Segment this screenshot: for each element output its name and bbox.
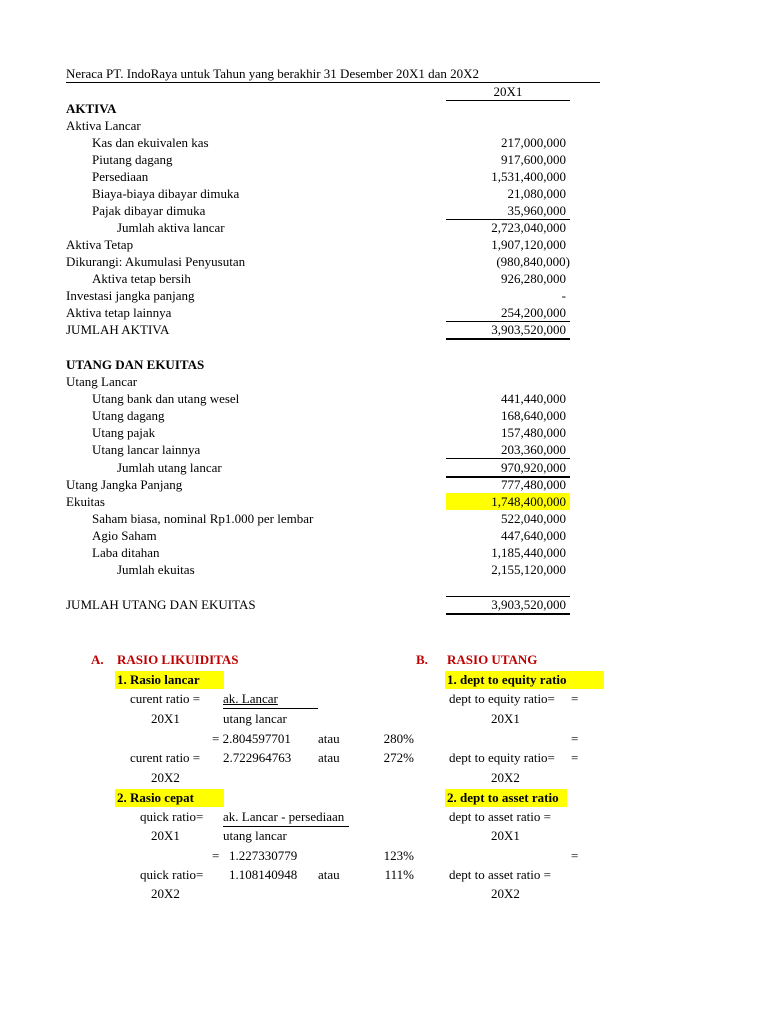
column-header: 20X1 (493, 84, 523, 99)
liability-row-label: Utang bank dan utang wesel (92, 391, 240, 406)
total-liabilities-equity-value: 3,903,520,000 (491, 597, 566, 612)
current-ratio-atau2: atau (318, 750, 340, 765)
debt-asset-label: dept to asset ratio = (449, 809, 551, 824)
liability-row-label: Utang lancar lainnya (92, 442, 201, 457)
current-ratio-numerator: ak. Lancar (223, 691, 278, 706)
current-ratio-year2: 20X2 (151, 770, 180, 785)
quick-ratio-pct2: 111% (384, 867, 414, 882)
quick-ratio-heading: 2. Rasio cepat (115, 789, 224, 807)
quick-ratio-pct1: 123% (383, 848, 414, 863)
asset-row-value: 217,000,000 (501, 135, 566, 150)
quick-ratio-year1: 20X1 (151, 828, 180, 843)
current-ratio-atau1: atau (318, 731, 340, 746)
column-header-underline (446, 100, 570, 101)
asset-row-label: Persediaan (92, 169, 149, 184)
current-ratio-pct1: 280% (383, 731, 414, 746)
debt-asset-label-2: dept to asset ratio = (449, 867, 551, 882)
quick-ratio-label-2: quick ratio= (140, 867, 204, 882)
debt-equity-year2: 20X2 (491, 770, 520, 785)
total-current-assets-value: 2,723,040,000 (491, 220, 566, 235)
liability-row-label: Utang pajak (92, 425, 156, 440)
asset-row-label: Pajak dibayar dimuka (92, 203, 206, 218)
debt-equity-eq: = (571, 691, 579, 706)
debt-equity-year1: 20X1 (491, 711, 520, 726)
quick-ratio-label: quick ratio= (140, 809, 204, 824)
current-ratio-pct2: 272% (383, 750, 414, 765)
net-fixed-assets-label: Aktiva tetap bersih (92, 271, 191, 286)
equity-row-value: 447,640,000 (501, 528, 566, 543)
debt-equity-label-2: dept to equity ratio= (449, 750, 555, 765)
asset-row-value: 35,960,000 (507, 203, 566, 218)
total-double-line (446, 613, 570, 615)
other-assets-value: 254,200,000 (501, 305, 566, 320)
liability-row-value: 441,440,000 (501, 391, 566, 406)
liability-row-value: 203,360,000 (501, 442, 566, 457)
equity-row-label: Laba ditahan (92, 545, 160, 560)
asset-row-label: Biaya-biaya dibayar dimuka (92, 186, 240, 201)
debt-asset-heading: 2. dept to asset ratio (447, 790, 559, 805)
quick-ratio-value1: 1.227330779 (229, 848, 298, 863)
debt-asset-year2: 20X2 (491, 886, 520, 901)
net-fixed-assets-value: 926,280,000 (501, 271, 566, 286)
section-a-title: RASIO LIKUIDITAS (117, 652, 239, 667)
fraction-bar (223, 708, 318, 709)
debt-equity-heading: 1. dept to equity ratio (445, 671, 604, 689)
equity-row-label: Agio Saham (92, 528, 157, 543)
liability-row-value: 157,480,000 (501, 425, 566, 440)
equity-row-label: Saham biasa, nominal Rp1.000 per lembar (92, 511, 314, 526)
subtotal-line (446, 458, 570, 459)
debt-equity-label: dept to equity ratio= (449, 691, 555, 706)
asset-row-value: 917,600,000 (501, 152, 566, 167)
fixed-assets-value: 1,907,120,000 (491, 237, 566, 252)
investment-label: Investasi jangka panjang (66, 288, 195, 303)
total-liabilities-equity-label: JUMLAH UTANG DAN EKUITAS (66, 597, 256, 612)
liability-row-value: 168,640,000 (501, 408, 566, 423)
debt-asset-heading-wrap (445, 789, 602, 807)
section-b-title: RASIO UTANG (447, 652, 538, 667)
quick-ratio-eq: = (212, 848, 220, 863)
page-title: Neraca PT. IndoRaya untuk Tahun yang berakhir 31 Desember 20X1 dan 20X2 (66, 66, 480, 81)
fraction-bar (223, 826, 349, 827)
liabilities-heading: UTANG DAN EKUITAS (66, 357, 205, 372)
current-ratio-value2: 2.722964763 (223, 750, 292, 765)
equity-row-value: 522,040,000 (501, 511, 566, 526)
total-current-liabilities-label: Jumlah utang lancar (117, 460, 222, 475)
asset-row-label: Piutang dagang (92, 152, 173, 167)
current-ratio-label-2: curent ratio = (130, 750, 201, 765)
assets-heading: AKTIVA (66, 101, 117, 116)
other-assets-label: Aktiva tetap lainnya (66, 305, 172, 320)
total-equity-value: 2,155,120,000 (491, 562, 566, 577)
debt-equity-eq-3: = (571, 750, 579, 765)
quick-ratio-atau2: atau (318, 867, 340, 882)
current-liabilities-label: Utang Lancar (66, 374, 138, 389)
liability-row-label: Utang dagang (92, 408, 165, 423)
current-assets-label: Aktiva Lancar (66, 118, 141, 133)
section-b-letter: B. (416, 652, 428, 667)
long-term-debt-label: Utang Jangka Panjang (66, 477, 183, 492)
current-ratio-year1: 20X1 (151, 711, 180, 726)
total-double-line (446, 338, 570, 340)
quick-ratio-year2: 20X2 (151, 886, 180, 901)
current-ratio-value1: = 2.804597701 (212, 731, 291, 746)
depreciation-value: (980,840,000) (496, 254, 570, 269)
depreciation-label: Dikurangi: Akumulasi Penyusutan (66, 254, 246, 269)
current-ratio-label: curent ratio = (130, 691, 201, 706)
fixed-assets-label: Aktiva Tetap (66, 237, 134, 252)
equity-label: Ekuitas (66, 494, 105, 509)
current-ratio-denominator: utang lancar (223, 711, 287, 726)
title-underline (66, 82, 600, 83)
total-assets-value: 3,903,520,000 (491, 322, 566, 337)
asset-row-value: 21,080,000 (507, 186, 566, 201)
long-term-debt-value: 777,480,000 (501, 477, 566, 492)
quick-ratio-numerator: ak. Lancar - persediaan (223, 809, 345, 824)
quick-ratio-denominator: utang lancar (223, 828, 287, 843)
section-a-letter: A. (91, 652, 104, 667)
total-assets-label: JUMLAH AKTIVA (66, 322, 170, 337)
asset-row-label: Kas dan ekuivalen kas (92, 135, 209, 150)
equity-value: 1,748,400,000 (491, 494, 566, 509)
investment-value: - (561, 288, 566, 303)
total-equity-label: Jumlah ekuitas (117, 562, 195, 577)
current-ratio-heading: 1. Rasio lancar (115, 671, 224, 689)
debt-equity-eq-2: = (571, 731, 579, 746)
asset-row-value: 1,531,400,000 (491, 169, 566, 184)
total-current-assets-label: Jumlah aktiva lancar (117, 220, 225, 235)
debt-asset-year1: 20X1 (491, 828, 520, 843)
total-current-liabilities-value: 970,920,000 (501, 460, 566, 475)
quick-ratio-value2: 1.108140948 (229, 867, 298, 882)
debt-asset-eq: = (571, 848, 579, 863)
equity-row-value: 1,185,440,000 (491, 545, 566, 560)
